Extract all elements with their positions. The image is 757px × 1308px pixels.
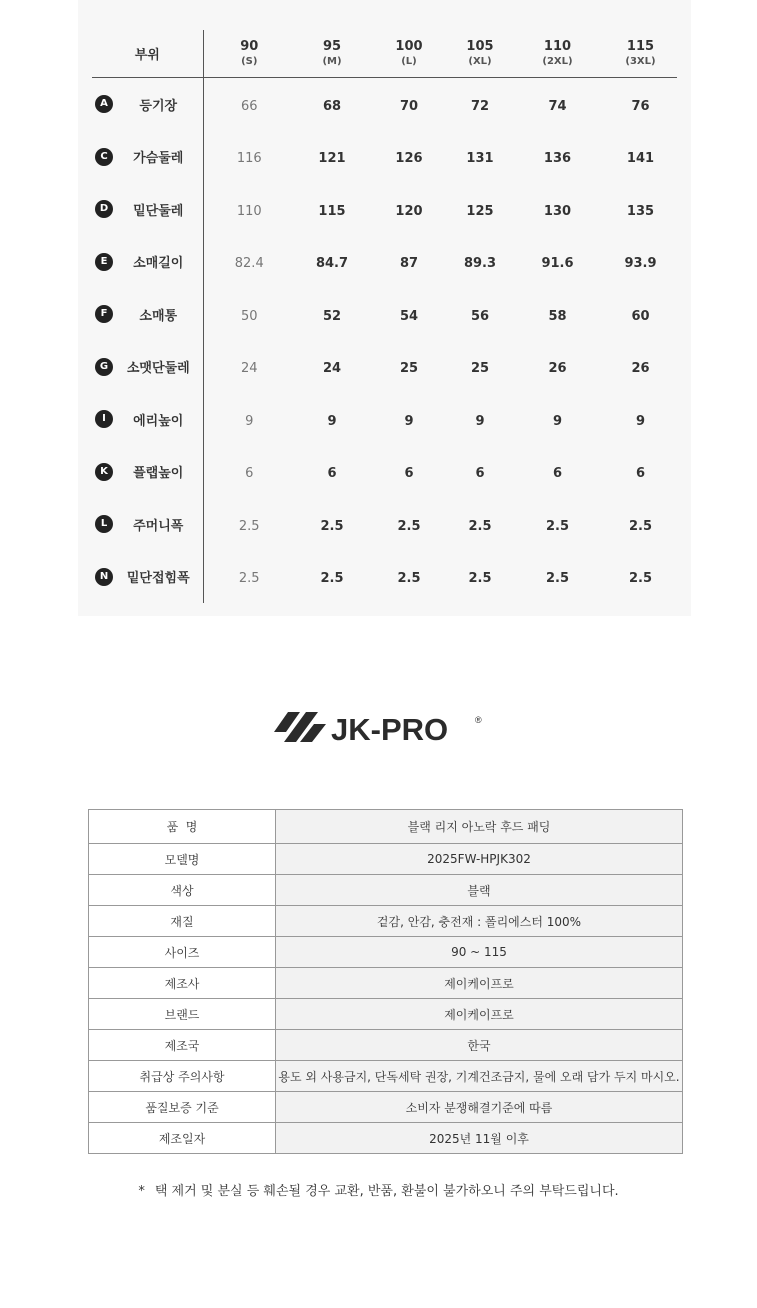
part-code-badge: N — [95, 568, 113, 586]
measurement-value: 52 — [322, 308, 342, 324]
info-label: 취급상 주의사항 — [89, 1061, 276, 1092]
measurement-cell — [604, 78, 677, 131]
part-cell — [92, 498, 203, 551]
product-info-table — [88, 809, 683, 1154]
size-number: 100 — [395, 39, 423, 54]
part-name: 밑단둘레 — [133, 203, 184, 219]
part-cell — [92, 551, 203, 604]
size-header-cell — [511, 30, 604, 78]
product-info-row — [89, 1030, 683, 1061]
size-chart-row — [92, 78, 677, 131]
size-chart-row — [92, 498, 677, 551]
info-label: 제조일자 — [89, 1123, 276, 1154]
measurement-value: 2.5 — [238, 571, 260, 587]
measurement-cell — [511, 236, 604, 289]
product-info-row — [89, 968, 683, 999]
measurement-value: 6 — [635, 466, 646, 482]
measurement-cell — [295, 78, 369, 131]
measurement-cell — [369, 498, 449, 551]
product-info-row — [89, 906, 683, 937]
measurement-value: 9 — [635, 413, 646, 429]
measurement-cell — [295, 551, 369, 604]
measurement-value: 9 — [404, 413, 414, 429]
measurement-cell — [203, 551, 295, 604]
measurement-cell — [369, 446, 449, 499]
info-value: 한국 — [276, 1030, 683, 1061]
size-number: 95 — [322, 39, 342, 54]
size-number: 110 — [543, 39, 572, 54]
measurement-cell — [295, 341, 369, 394]
measurement-value: 131 — [466, 151, 494, 167]
part-code-badge: F — [95, 305, 113, 323]
info-value: 소비자 분쟁해결기준에 따름 — [276, 1092, 683, 1123]
measurement-cell — [604, 288, 677, 341]
measurement-value: 72 — [470, 98, 490, 114]
size-number: 90 — [240, 39, 259, 54]
jk-pro-wordmark: JK-PRO — [331, 712, 449, 747]
info-value: 블랙 — [276, 875, 683, 906]
product-info-row — [89, 875, 683, 906]
part-header: 부위 — [134, 48, 160, 63]
measurement-value: 93.9 — [624, 256, 657, 272]
measurement-value: 2.5 — [628, 571, 653, 587]
measurement-cell — [511, 393, 604, 446]
measurement-cell — [295, 393, 369, 446]
size-chart-row — [92, 183, 677, 236]
measurement-value: 58 — [548, 308, 567, 324]
measurement-cell — [369, 236, 449, 289]
info-label: 재질 — [89, 906, 276, 937]
measurement-cell — [604, 236, 677, 289]
measurement-cell — [369, 341, 449, 394]
measurement-value: 110 — [236, 203, 262, 219]
measurement-cell — [449, 78, 511, 131]
measurement-cell — [604, 498, 677, 551]
measurement-value: 115 — [318, 203, 346, 219]
info-value: 2025FW-HPJK302 — [276, 844, 683, 875]
measurement-cell — [449, 131, 511, 184]
part-code-badge: A — [95, 95, 113, 113]
measurement-cell — [369, 131, 449, 184]
measurement-cell — [369, 78, 449, 131]
part-name: 주머니폭 — [133, 518, 184, 534]
part-code-badge: K — [95, 463, 113, 481]
part-name: 에리높이 — [133, 413, 184, 429]
size-chart-row — [92, 393, 677, 446]
measurement-cell — [511, 446, 604, 499]
size-chart-table — [92, 30, 677, 603]
measurement-value: 84.7 — [315, 256, 349, 272]
measurement-cell — [369, 183, 449, 236]
part-code-badge: I — [95, 410, 113, 428]
measurement-value: 6 — [327, 466, 337, 482]
measurement-cell — [604, 341, 677, 394]
size-header-cell — [369, 30, 449, 78]
measurement-value: 2.5 — [397, 571, 421, 587]
measurement-value: 66 — [240, 98, 258, 114]
measurement-value: 56 — [470, 308, 490, 324]
measurement-cell — [449, 183, 511, 236]
info-label: 모델명 — [89, 844, 276, 875]
size-header-cell — [295, 30, 369, 78]
measurement-cell — [511, 131, 604, 184]
measurement-value: 74 — [548, 98, 567, 114]
info-value: 제이케이프로 — [276, 968, 683, 999]
measurement-value: 120 — [395, 203, 423, 219]
measurement-cell — [203, 393, 295, 446]
measurement-value: 2.5 — [628, 518, 653, 534]
info-value: 겉감, 안감, 충전재 : 폴리에스터 100% — [276, 906, 683, 937]
return-notice — [0, 1180, 757, 1199]
size-chart-row — [92, 551, 677, 604]
measurement-cell — [203, 288, 295, 341]
measurement-cell — [511, 498, 604, 551]
part-cell — [92, 288, 203, 341]
part-cell — [92, 341, 203, 394]
part-code-badge: D — [95, 200, 113, 218]
measurement-value: 24 — [240, 361, 258, 377]
part-header-cell — [92, 30, 203, 78]
size-label: (XL) — [468, 56, 492, 67]
notice-text: 택 제거 및 분실 등 훼손될 경우 교환, 반품, 환불이 불가하오니 주의 부탁드립니다. — [154, 1184, 619, 1199]
measurement-cell — [295, 131, 369, 184]
measurement-cell — [203, 446, 295, 499]
measurement-value: 2.5 — [320, 571, 344, 587]
measurement-value: 2.5 — [320, 518, 344, 534]
product-info-row — [89, 1123, 683, 1154]
measurement-cell — [511, 551, 604, 604]
part-name: 플랩높이 — [133, 466, 184, 482]
notice-bullet: * — [138, 1184, 145, 1199]
measurement-value: 136 — [543, 151, 572, 167]
part-code-badge: L — [95, 515, 113, 533]
measurement-cell — [369, 393, 449, 446]
measurement-value: 121 — [318, 151, 346, 167]
measurement-value: 50 — [240, 308, 258, 324]
measurement-cell — [369, 551, 449, 604]
measurement-cell — [295, 183, 369, 236]
info-label: 색상 — [89, 875, 276, 906]
part-cell — [92, 393, 203, 446]
measurement-cell — [203, 78, 295, 131]
measurement-cell — [369, 288, 449, 341]
measurement-value: 2.5 — [545, 571, 570, 587]
measurement-value: 70 — [399, 98, 419, 114]
part-name: 밑단접힘폭 — [126, 571, 190, 587]
measurement-cell — [511, 288, 604, 341]
size-number: 115 — [626, 39, 655, 54]
part-name: 소매길이 — [133, 256, 184, 272]
measurement-value: 6 — [475, 466, 485, 482]
measurement-value: 6 — [552, 466, 563, 482]
measurement-value: 116 — [236, 151, 262, 167]
product-info-row — [89, 937, 683, 968]
measurement-cell — [604, 393, 677, 446]
measurement-cell — [511, 341, 604, 394]
measurement-cell — [295, 236, 369, 289]
size-chart-row — [92, 446, 677, 499]
measurement-cell — [511, 183, 604, 236]
measurement-cell — [295, 288, 369, 341]
measurement-cell — [604, 551, 677, 604]
size-label: (2XL) — [542, 56, 573, 67]
product-info-row — [89, 1092, 683, 1123]
size-chart-row — [92, 288, 677, 341]
info-label: 브랜드 — [89, 999, 276, 1030]
product-info-row — [89, 810, 683, 844]
measurement-cell — [449, 446, 511, 499]
size-number: 105 — [466, 39, 494, 54]
measurement-cell — [203, 341, 295, 394]
size-chart-panel — [78, 0, 691, 616]
measurement-value: 91.6 — [541, 256, 574, 272]
part-name: 소매통 — [139, 308, 178, 324]
measurement-cell — [449, 341, 511, 394]
part-name: 소맷단둘레 — [126, 361, 190, 377]
size-label: (L) — [401, 56, 417, 67]
measurement-value: 125 — [466, 203, 494, 219]
measurement-value: 89.3 — [463, 256, 497, 272]
measurement-cell — [604, 446, 677, 499]
size-label: (S) — [241, 56, 258, 67]
measurement-cell — [604, 131, 677, 184]
measurement-value: 126 — [395, 151, 423, 167]
measurement-value: 6 — [245, 466, 254, 482]
measurement-cell — [295, 446, 369, 499]
part-code-badge: E — [95, 253, 113, 271]
measurement-value: 2.5 — [545, 518, 570, 534]
measurement-value: 68 — [322, 98, 342, 114]
size-label: (M) — [322, 56, 342, 67]
size-chart-body — [92, 78, 677, 604]
measurement-value: 2.5 — [468, 571, 492, 587]
part-code-badge: G — [95, 358, 113, 376]
measurement-cell — [449, 288, 511, 341]
measurement-value: 76 — [631, 98, 650, 114]
registered-mark: ® — [475, 715, 482, 725]
measurement-value: 26 — [548, 361, 567, 377]
info-value: 블랙 리지 아노락 후드 패딩 — [276, 810, 683, 844]
measurement-cell — [511, 78, 604, 131]
part-cell — [92, 78, 203, 131]
part-code-badge: C — [95, 148, 113, 166]
measurement-value: 82.4 — [234, 256, 264, 272]
info-value: 90 ~ 115 — [276, 937, 683, 968]
info-label: 제조사 — [89, 968, 276, 999]
measurement-value: 141 — [626, 151, 655, 167]
size-header-cell — [604, 30, 677, 78]
measurement-value: 87 — [399, 256, 419, 272]
info-value: 용도 외 사용금지, 단독세탁 권장, 기계건조금지, 물에 오래 담가 두지 마시오. — [276, 1061, 683, 1092]
jk-pro-logo — [270, 704, 488, 752]
product-info-row — [89, 999, 683, 1030]
measurement-value: 6 — [404, 466, 414, 482]
measurement-cell — [203, 183, 295, 236]
measurement-cell — [449, 393, 511, 446]
jk-pro-symbol-icon — [270, 712, 326, 742]
measurement-value: 2.5 — [238, 518, 260, 534]
size-chart-row — [92, 236, 677, 289]
product-info-row — [89, 1061, 683, 1092]
measurement-cell — [295, 498, 369, 551]
size-header-cell — [449, 30, 511, 78]
measurement-value: 60 — [631, 308, 650, 324]
measurement-cell — [203, 131, 295, 184]
measurement-value: 26 — [631, 361, 650, 377]
product-info-row — [89, 844, 683, 875]
measurement-value: 135 — [626, 203, 655, 219]
part-name: 가슴둘레 — [133, 151, 184, 167]
measurement-value: 130 — [543, 203, 572, 219]
info-label: 품질보증 기준 — [89, 1092, 276, 1123]
part-cell — [92, 131, 203, 184]
part-cell — [92, 446, 203, 499]
part-cell — [92, 183, 203, 236]
measurement-cell — [203, 498, 295, 551]
part-cell — [92, 236, 203, 289]
measurement-cell — [604, 183, 677, 236]
measurement-value: 9 — [245, 413, 254, 429]
info-label: 사이즈 — [89, 937, 276, 968]
measurement-cell — [449, 236, 511, 289]
measurement-value: 9 — [327, 413, 337, 429]
info-label: 품 명 — [89, 810, 276, 844]
size-label: (3XL) — [625, 56, 656, 67]
size-chart-row — [92, 341, 677, 394]
measurement-value: 54 — [399, 308, 419, 324]
size-header-cell — [203, 30, 295, 78]
measurement-value: 25 — [470, 361, 490, 377]
measurement-value: 2.5 — [397, 518, 421, 534]
part-name: 등기장 — [139, 98, 178, 114]
measurement-value: 9 — [552, 413, 563, 429]
measurement-value: 25 — [399, 361, 419, 377]
measurement-value: 2.5 — [468, 518, 492, 534]
measurement-cell — [449, 551, 511, 604]
info-value: 2025년 11월 이후 — [276, 1123, 683, 1154]
info-value: 제이케이프로 — [276, 999, 683, 1030]
measurement-cell — [449, 498, 511, 551]
measurement-value: 9 — [475, 413, 485, 429]
measurement-value: 24 — [322, 361, 342, 377]
size-chart-header-row — [92, 30, 677, 78]
size-chart-row — [92, 131, 677, 184]
info-label: 제조국 — [89, 1030, 276, 1061]
measurement-cell — [203, 236, 295, 289]
